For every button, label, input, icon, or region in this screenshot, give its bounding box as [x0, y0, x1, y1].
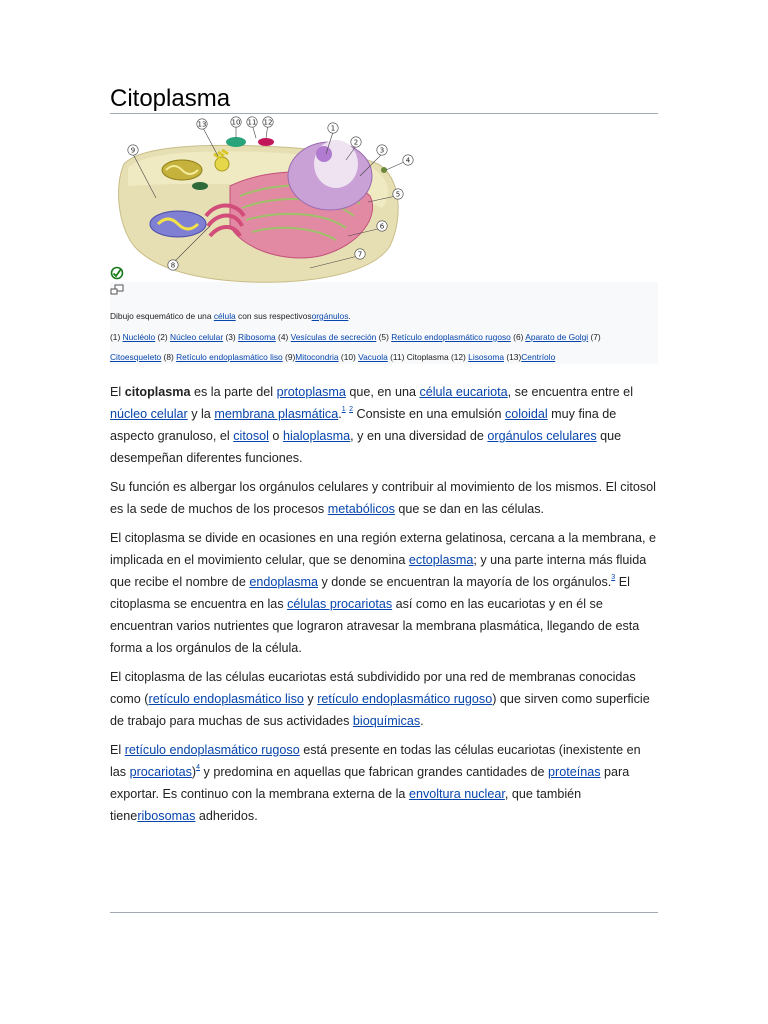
text: ; y una parte interna más fluida que recibe el nombre de: [110, 553, 647, 589]
paragraph-2: [110, 476, 658, 520]
text: .: [338, 407, 342, 421]
caption-link-citoesqueleto[interactable]: Citoesqueleto: [110, 352, 162, 363]
caption-num: (6): [510, 331, 526, 342]
ref-3[interactable]: 3: [611, 574, 616, 581]
svg-text:11: 11: [247, 118, 257, 127]
diagram-label-2: [351, 137, 361, 147]
text: y donde se encuentran la mayoría de los orgánulos.: [317, 575, 612, 589]
link-rer[interactable]: retículo endoplasmático rugoso: [317, 692, 493, 706]
text: ) que sirven como superficie de trabajo para muchas de sus actividades: [110, 692, 650, 728]
text: El citoplasma de las células eucariotas está subdividido por una red de membranas conocidas como (: [110, 670, 636, 706]
caption-num: (7): [588, 331, 601, 342]
text: El: [110, 743, 125, 757]
article-body: [110, 381, 658, 827]
caption-num: (3): [223, 331, 239, 342]
diagram-label-11: [247, 117, 257, 127]
text: que, en una: [345, 385, 420, 399]
text: Consiste en una emulsión: [353, 407, 505, 421]
svg-text:5: 5: [395, 190, 401, 199]
link-membrana-plasmatica[interactable]: membrana plasmática: [214, 407, 339, 421]
paragraph-1: [110, 381, 658, 469]
text: , que también tiene: [110, 787, 582, 823]
caption-link-vacuola[interactable]: Vacuola: [358, 352, 388, 363]
svg-text:4: 4: [405, 156, 411, 165]
text: y la: [187, 407, 215, 421]
caption-num: (10): [338, 352, 359, 363]
enlarge-icon[interactable]: [110, 284, 124, 296]
text: que desempeñan diferentes funciones.: [110, 429, 622, 465]
paragraph-5: [110, 739, 658, 827]
link-ribosomas[interactable]: ribosomas: [137, 809, 196, 823]
text: adheridos.: [195, 809, 258, 823]
diagram-label-10: [231, 117, 241, 127]
diagram-label-13: [197, 119, 207, 129]
link-rer-2[interactable]: retículo endoplasmático rugoso: [124, 743, 300, 757]
caption-link-ribosoma[interactable]: Ribosoma: [238, 331, 276, 342]
diagram-label-4: [403, 155, 413, 165]
text: para exportar. Es continuo con la membrana externa de la: [110, 765, 630, 801]
text: muy fina de aspecto granuloso, el: [110, 407, 617, 443]
link-ectoplasma[interactable]: ectoplasma: [408, 553, 474, 567]
link-organulos-celulares[interactable]: orgánulos celulares: [487, 429, 597, 443]
svg-text:1: 1: [330, 124, 336, 133]
svg-text:10: 10: [231, 118, 241, 127]
svg-text:9: 9: [130, 146, 136, 155]
text: ): [191, 765, 197, 779]
svg-text:12: 12: [263, 118, 273, 127]
text: y predomina en aquellas que fabrican grandes cantidades de: [200, 765, 548, 779]
caption-text: .: [348, 311, 351, 321]
text: está presente en todas las células eucariotas (inexistente en las: [110, 743, 641, 779]
caption-num: (5): [376, 331, 392, 342]
footer-divider: [110, 912, 658, 913]
text: , y en una diversidad de: [350, 429, 488, 443]
text: Su función es albergar los orgánulos celulares y contribuir al movimiento de los mismos. El citosol es la sede de muchos de los procesos: [110, 480, 656, 516]
caption-link-rer[interactable]: Retículo endoplasmático rugoso: [391, 331, 511, 342]
caption-num: (8): [161, 352, 177, 363]
diagram-label-1: [328, 123, 338, 133]
text: es la parte del: [190, 385, 277, 399]
caption-link-vesiculas[interactable]: Vesículas de secreción: [290, 331, 377, 342]
link-nucleo-celular[interactable]: núcleo celular: [110, 407, 188, 421]
caption-num: (1): [110, 331, 123, 342]
link-proteinas[interactable]: proteínas: [548, 765, 601, 779]
link-citosol[interactable]: citosol: [233, 429, 269, 443]
ref-2[interactable]: 2: [349, 406, 354, 413]
svg-text:7: 7: [357, 250, 363, 259]
svg-text:2: 2: [353, 138, 359, 147]
cell-figure: [110, 116, 658, 366]
diagram-label-12: [263, 117, 273, 127]
svg-text:6: 6: [379, 222, 385, 231]
figure-caption: [110, 306, 610, 368]
text: El: [110, 385, 125, 399]
text: El citoplasma se divide en ocasiones en una región externa gelatinosa, cercana a la membrana, e implicada en el movimiento celular, que se denomina: [110, 531, 657, 567]
text: .: [420, 714, 424, 728]
link-celula-eucariota[interactable]: célula eucariota: [419, 385, 508, 399]
caption-link-organulos[interactable]: orgánulos: [311, 311, 349, 321]
text: El citoplasma se encuentra en las: [110, 575, 630, 611]
text: que se dan en las células.: [394, 502, 545, 516]
link-celulas-procariotas[interactable]: células procariotas: [287, 597, 393, 611]
link-protoplasma[interactable]: protoplasma: [276, 385, 346, 399]
caption-link-golgi[interactable]: Aparato de Golgi: [525, 331, 589, 342]
ref-1[interactable]: 1: [341, 406, 346, 413]
caption-link-centriolo[interactable]: Centríolo: [521, 352, 556, 363]
diagram-label-9: [128, 145, 138, 155]
link-rel[interactable]: retículo endoplasmático liso: [148, 692, 304, 706]
diagram-label-3: [377, 145, 387, 155]
svg-text:8: 8: [170, 261, 176, 270]
caption-link-lisosoma[interactable]: Lisosoma: [468, 352, 505, 363]
text: o: [268, 429, 283, 443]
link-endoplasma[interactable]: endoplasma: [249, 575, 318, 589]
caption-link-rel[interactable]: Retículo endoplasmático liso: [176, 352, 283, 363]
text: , se encuentra entre el: [507, 385, 633, 399]
term-bold: citoplasma: [124, 385, 191, 399]
paragraph-4: [110, 666, 658, 732]
link-envoltura-nuclear[interactable]: envoltura nuclear: [408, 787, 505, 801]
text: así como en las eucariotas y en él se encuentran varios nutrientes que lograron atravesar la membrana plasmática, llegando de esta forma a los orgánulos de la célula.: [110, 597, 640, 655]
svg-text:13: 13: [197, 120, 207, 129]
caption-link-mitocondria[interactable]: Mitocondria: [295, 352, 339, 363]
article: [110, 86, 658, 834]
caption-link-nucleolo[interactable]: Nucléolo: [122, 331, 156, 342]
paragraph-3: [110, 527, 658, 659]
caption-num: (2): [155, 331, 171, 342]
diagram-label-8: [168, 260, 178, 270]
caption-num: (13): [504, 352, 522, 363]
caption-link-celula[interactable]: célula: [213, 311, 236, 321]
text: y: [303, 692, 318, 706]
featured-check-icon: [110, 266, 124, 280]
link-procariotas[interactable]: procariotas: [129, 765, 192, 779]
diagram-label-6: [377, 221, 387, 231]
cell-diagram-image[interactable]: [110, 116, 420, 286]
link-bioquimicas[interactable]: bioquímicas: [352, 714, 421, 728]
page-title: Citoplasma: [110, 86, 658, 114]
caption-num: (4): [275, 331, 291, 342]
caption-link-nucleo[interactable]: Núcleo celular: [170, 331, 224, 342]
caption-text: Dibujo esquemático de una: [110, 311, 214, 321]
caption-num: (11) Citoplasma (12): [387, 352, 469, 363]
caption-text: con sus respectivos: [235, 311, 312, 321]
ref-4[interactable]: 4: [196, 764, 201, 771]
caption-num: (9): [282, 352, 296, 363]
svg-text:3: 3: [379, 146, 385, 155]
link-coloidal[interactable]: coloidal: [504, 407, 548, 421]
link-hialoplasma[interactable]: hialoplasma: [282, 429, 351, 443]
diagram-label-7: [355, 249, 365, 259]
link-metabolicos[interactable]: metabólicos: [327, 502, 395, 516]
diagram-label-5: [393, 189, 403, 199]
